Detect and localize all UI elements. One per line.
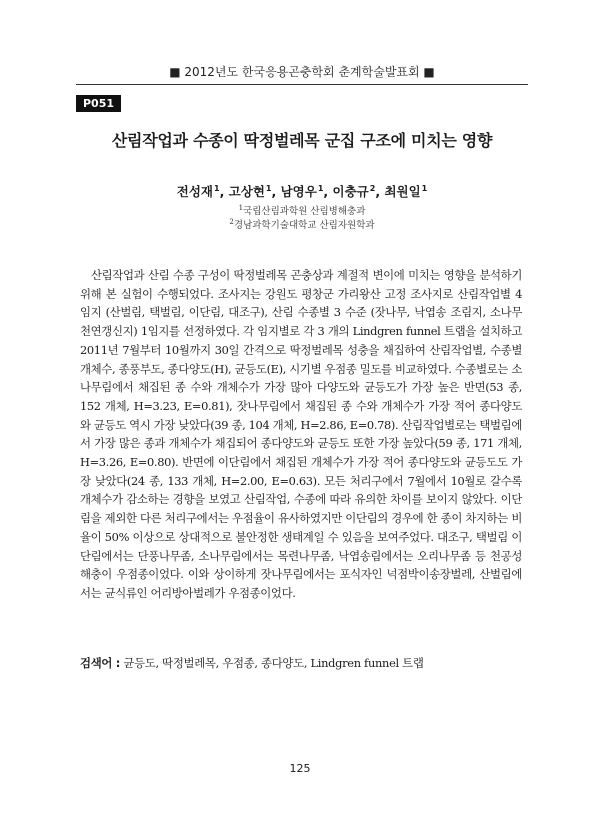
author-name: 최원일 — [384, 184, 421, 199]
affiliation-number: 2 — [229, 217, 234, 226]
conference-header: ■ 2012년도 한국응용곤충학회 춘계학술발표회 ■ — [169, 65, 435, 79]
affiliation-line — [60, 205, 544, 219]
author-affiliation-mark: 2 — [369, 183, 376, 193]
affiliation-number: 1 — [238, 203, 244, 212]
author-name: 고상현 — [228, 184, 265, 199]
abstract-text: 산림작업과 산림 수종 구성이 딱정벌레목 곤충상과 계절적 변이에 미치는 영향을 분석하기 위해 본 실험이 수행되었다. 조사지는 강원도 평창군 가리왕산 고정 조사지로 산림작업별 4 임지 (산벌림, 택벌림, 이단림, 대조구), 산림 수종별 3 수준 (잣나무, 낙엽송 조림지, 소나무 천연갱신지) 1임지를 선정하였다. 각 임지별로 각 3 개의 Lindgren funnel 트랩을 설치하고 2011년 7월부터 10월까지 30일 간격으로 딱정벌레목 성충을 채집하여 산림작업별, 수종별 개체수, 종풍부도, 종다양도(H), 균등도(E), 시기별 우점종 밀도를 비교하였다. 수종별로는 소나무림에서 채집된 종 수와 개체수가 가장 많아 다양도와 균등도가 가장 높은 반면(53 종, 152 개체, H=3.23, E=0.81), 잣나무림에서 채집된 종 수와 개체수가 가장 적어 종다양도와 균등도 역시 가장 낮았다(39 종, 104 개체, H=2.86, E=0.78). 산림작업별로는 택벌림에서 가장 많은 종과 개체수가 채집되어 종다양도와 균등도 또한 가장 높았다(59 종, 171 개체, H=3.26, E=0.80). 반면에 이단림에서 채집된 개체수가 가장 적어 종다양도와 균등도도 가장 낮았다(24 종, 133 개체, H=2.00, E=0.63). 모든 처리구에서 7월에서 10월로 갈수록 개체수가 감소하는 경향을 보였고 산림작업, 수종에 따라 유의한 차이를 보이지 않았다. 이단림을 제외한 다른 처리구에서는 우점율이 유사하였지만 이단림의 경우에 한 종이 차지하는 비율이 50% 이상으로 상대적으로 불안정한 생태계일 수 있음을 보여주었다. 대조구, 택벌림 이단림에서는 단풍나무좀, 소나무림에서는 목련나무좀, 낙엽송림에서는 오리나무좀 등 천공성 해충이 우점종이었다. 이와 상이하게 잣나무림에서는 포식자인 넉점박이송장벌레, 산벌림에서는 균식류인 어리방아벌레가 우점종이었다. — [80, 268, 522, 600]
affiliation-line — [60, 219, 544, 233]
keywords — [80, 654, 522, 672]
author-affiliation-mark: 1 — [421, 183, 428, 193]
author-affiliation-mark: 1 — [213, 183, 220, 193]
keywords-text: 균등도, 딱정벌레목, 우점종, 종다양도, Lindgren funnel 트랩 — [123, 656, 424, 670]
author-separator: , — [271, 184, 281, 199]
affiliation-text: 경남과학기술대학교 산림자원학과 — [233, 220, 375, 231]
author-separator: , — [219, 184, 229, 199]
author-name: 이충규 — [332, 184, 369, 199]
page-number: 125 — [289, 762, 311, 775]
header-divider — [76, 84, 528, 85]
author-name: 남영우 — [280, 184, 317, 199]
author-separator: , — [375, 184, 385, 199]
keywords-label: 검색어 : — [80, 656, 121, 670]
author-affiliation-mark: 1 — [265, 183, 272, 193]
author-list — [60, 183, 544, 201]
author-affiliation-mark: 1 — [317, 183, 324, 193]
paper-title: 산림작업과 수종이 딱정벌레목 군집 구조에 미치는 영향 — [111, 131, 493, 150]
author-name: 전성재 — [176, 184, 213, 199]
poster-id-badge: P051 — [76, 95, 121, 112]
affiliation-list — [60, 205, 544, 233]
abstract — [80, 266, 522, 603]
affiliation-text: 국립산림과학원 산림병해충과 — [243, 206, 366, 217]
author-separator: , — [323, 184, 333, 199]
